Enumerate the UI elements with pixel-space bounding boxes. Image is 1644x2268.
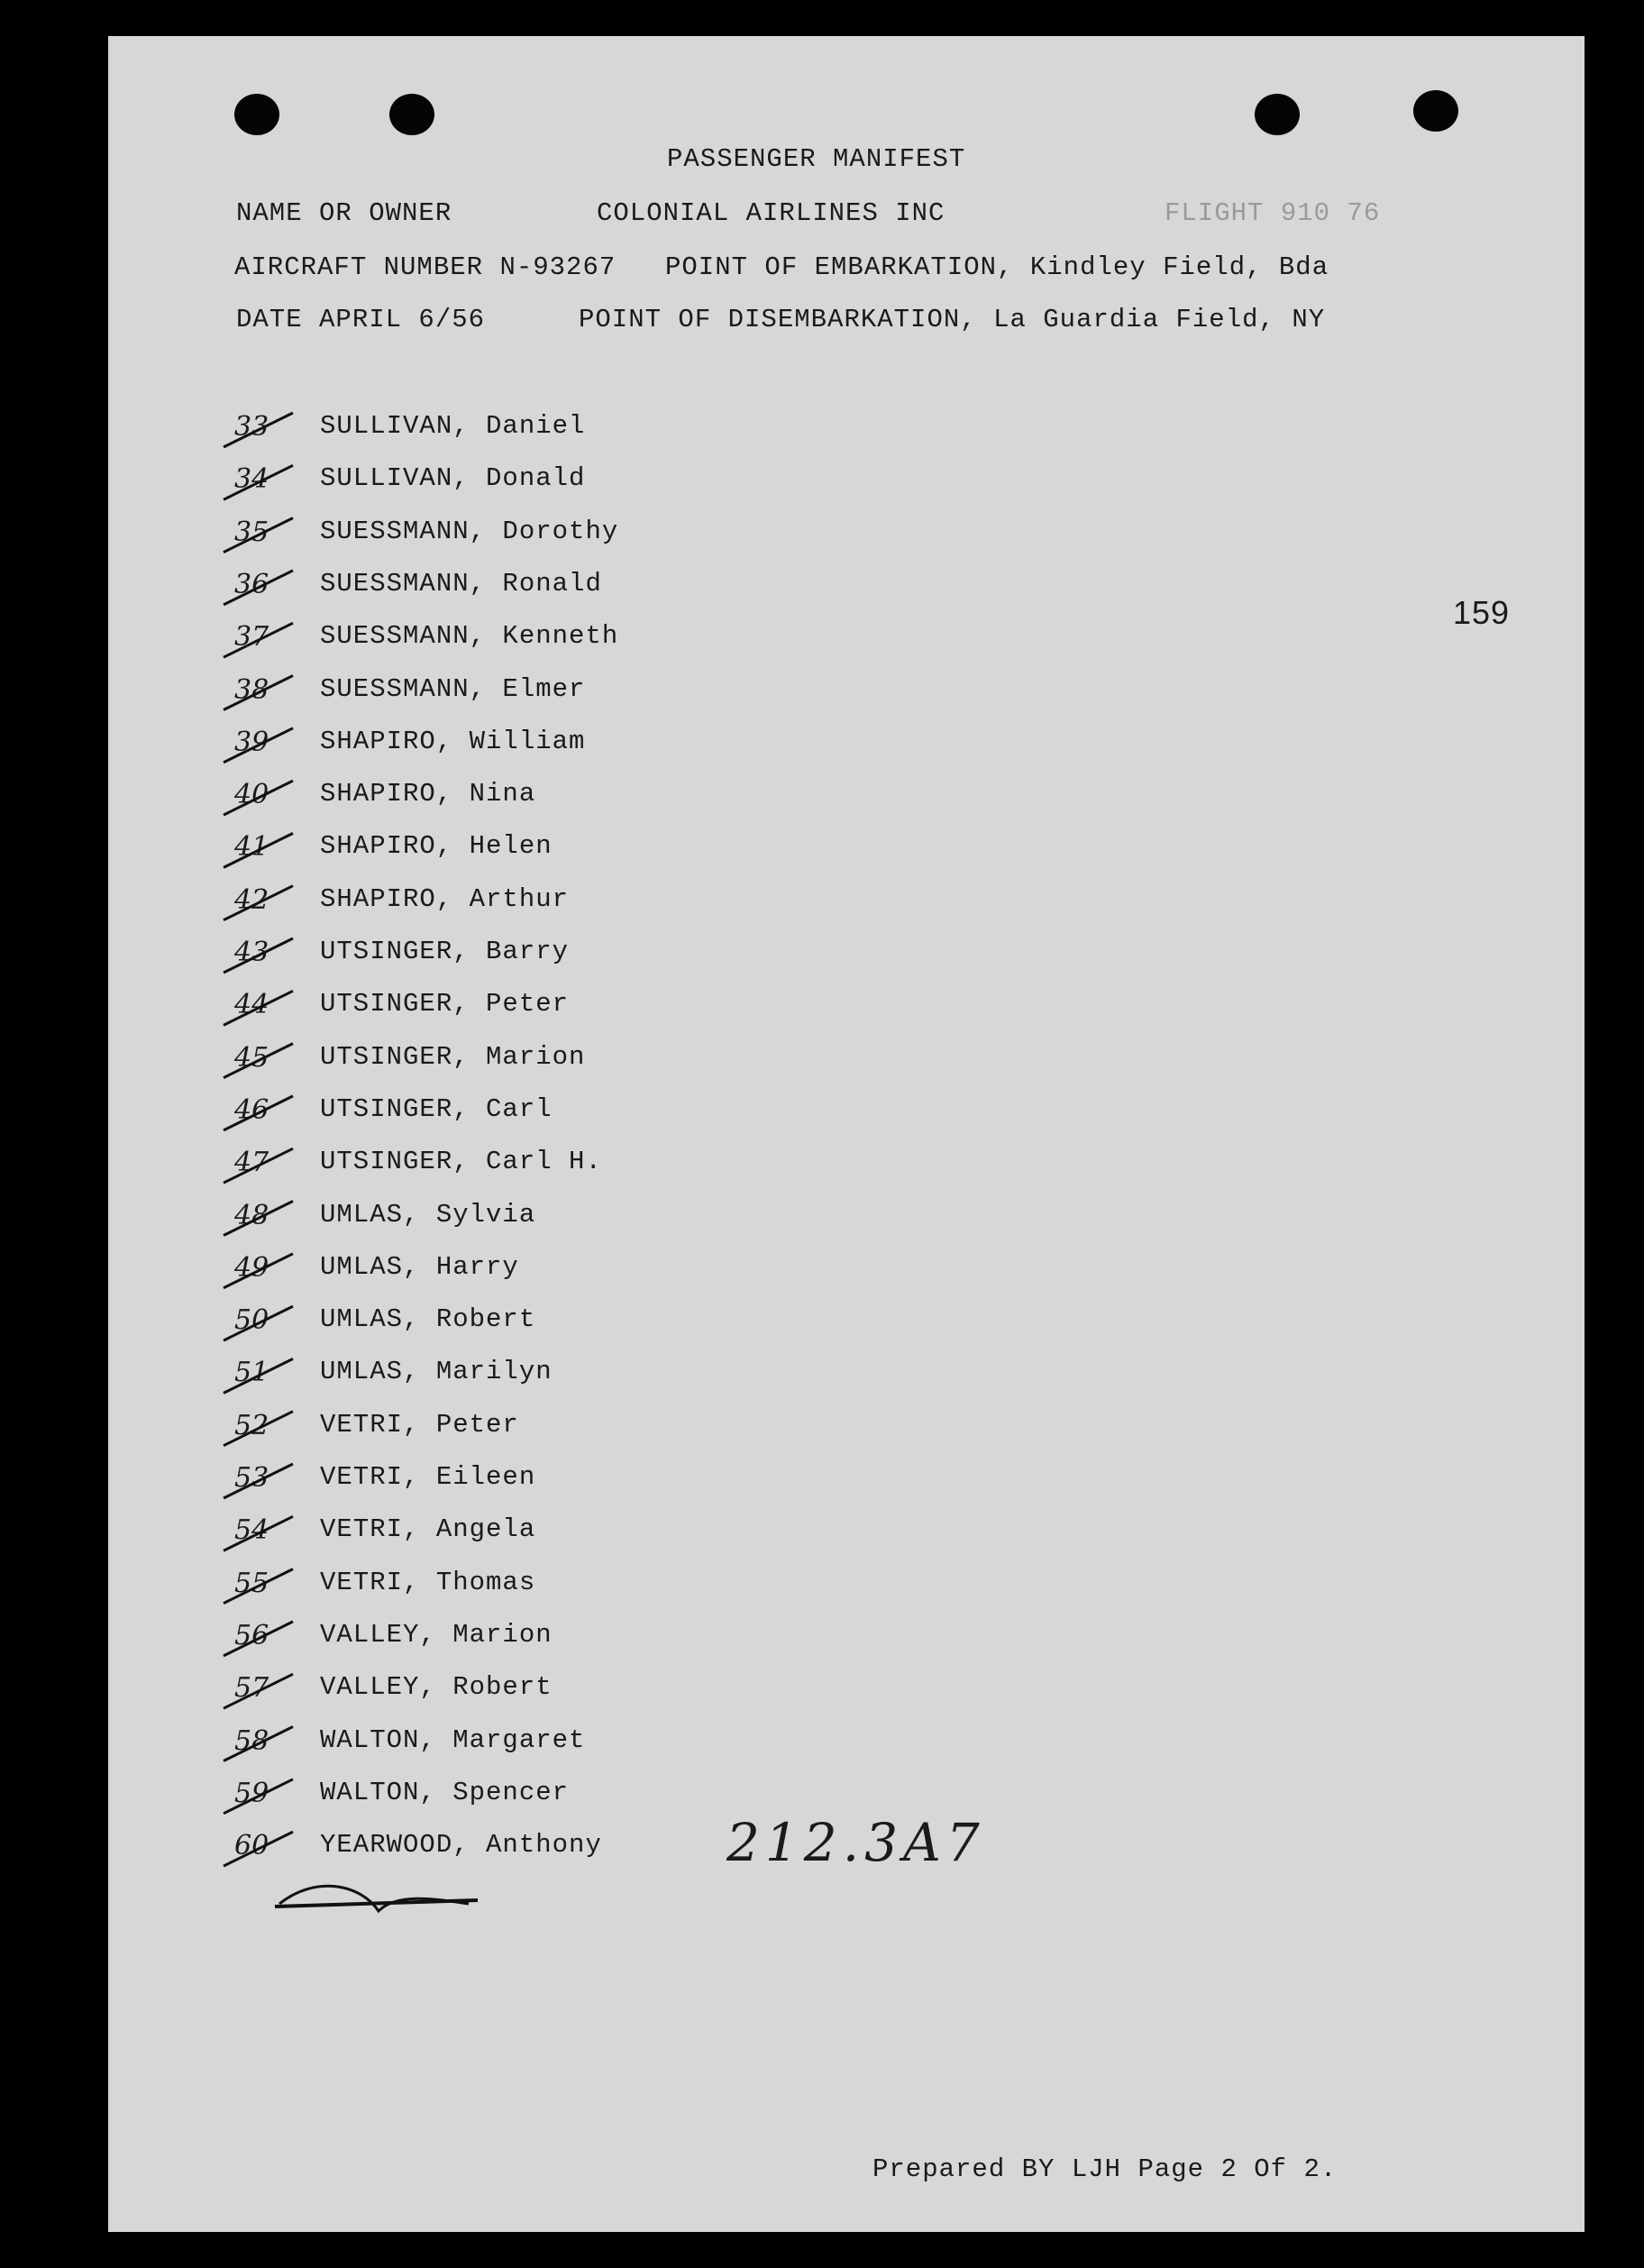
passenger-row [108,937,919,982]
passenger-row [108,1410,919,1455]
passenger-name: SHAPIRO, Arthur [320,883,570,914]
passenger-row [108,463,919,508]
passenger-row [108,411,919,456]
crossed-out-signature-icon [279,1886,469,1911]
punch-hole [1413,90,1458,132]
passenger-row [108,621,919,666]
passenger-row [108,727,919,772]
passenger-name: SUESSMANN, Dorothy [320,516,619,546]
passenger-row [108,1252,919,1297]
embarkation-point: POINT OF EMBARKATION, Kindley Field, Bda [665,252,1329,282]
passenger-row [108,831,919,876]
passenger-row [108,569,919,614]
manifest-sheet [108,36,1585,2232]
passenger-row [108,517,919,562]
seat-number: 41 [234,831,269,864]
seat-number: 49 [234,1251,269,1284]
seat-number: 37 [234,621,269,654]
seat-number: 47 [234,1147,269,1179]
passenger-row [108,989,919,1034]
seat-number: 33 [234,411,269,443]
seat-number: 39 [234,726,269,758]
passenger-name: VALLEY, Robert [320,1672,553,1703]
seat-number: 34 [234,463,269,496]
passenger-row [108,884,919,929]
passenger-name: UTSINGER, Carl [320,1093,553,1124]
passenger-name: WALTON, Margaret [320,1724,586,1755]
passenger-row [108,1200,919,1245]
seat-number: 56 [234,1619,269,1651]
passenger-row [108,1094,919,1139]
seat-number: 45 [234,1041,269,1074]
seat-number: 50 [234,1304,269,1337]
passenger-name: SHAPIRO, Nina [320,779,536,809]
seat-number: 59 [234,1777,269,1809]
seat-number: 42 [234,883,269,916]
passenger-name: SULLIVAN, Daniel [320,411,586,441]
passenger-name: VETRI, Eileen [320,1462,536,1492]
page-number: 159 [1453,594,1511,631]
disembarkation-point: POINT OF DISEMBARKATION, La Guardia Field, NY [579,305,1326,334]
passenger-row [108,1514,919,1559]
aircraft-number: AIRCRAFT NUMBER N-93267 [234,252,616,282]
seat-number: 53 [234,1462,269,1494]
passenger-name: VETRI, Peter [320,1409,519,1440]
passenger-name: VETRI, Thomas [320,1567,536,1597]
passenger-name: UTSINGER, Barry [320,937,570,966]
passenger-name: UMLAS, Robert [320,1304,536,1335]
flight-number: FLIGHT 910 76 [1164,198,1381,228]
seat-number: 57 [234,1672,269,1705]
passenger-row [108,1357,919,1402]
passenger-name: UMLAS, Harry [320,1251,519,1282]
passenger-name: UMLAS, Marilyn [320,1357,553,1387]
passenger-name: SUESSMANN, Elmer [320,673,586,704]
passenger-row [108,779,919,824]
handwritten-note: 212.3A7 [726,1812,985,1873]
owner-value: COLONIAL AIRLINES INC [597,198,945,228]
punch-hole [1255,94,1300,135]
seat-number: 44 [234,989,269,1021]
passenger-name: SHAPIRO, William [320,726,586,756]
seat-number: 54 [234,1514,269,1547]
passenger-name: UTSINGER, Marion [320,1041,586,1072]
seat-number: 51 [234,1357,269,1389]
seat-number: 48 [234,1199,269,1231]
seat-number: 52 [234,1409,269,1441]
seat-number: 43 [234,937,269,968]
passenger-name: SUESSMANN, Ronald [320,568,602,599]
passenger-name: UMLAS, Sylvia [320,1199,536,1230]
punch-hole [389,94,434,135]
seat-number: 55 [234,1567,269,1599]
manifest-date: DATE APRIL 6/56 [236,305,486,334]
passenger-row [108,1304,919,1349]
page-title: PASSENGER MANIFEST [667,144,966,174]
passenger-row [108,1725,919,1770]
passenger-name: UTSINGER, Peter [320,989,570,1020]
passenger-name: SULLIVAN, Donald [320,463,586,494]
passenger-row [108,1672,919,1717]
seat-number: 40 [234,779,269,811]
seat-number: 35 [234,516,269,548]
passenger-name: WALTON, Spencer [320,1777,570,1807]
owner-label: NAME OR OWNER [236,198,452,228]
passenger-row [108,674,919,719]
passenger-name: UTSINGER, Carl H. [320,1147,602,1177]
passenger-row [108,1462,919,1507]
seat-number: 58 [234,1724,269,1757]
passenger-row [108,1042,919,1087]
passenger-name: VETRI, Angela [320,1514,536,1545]
passenger-name: SHAPIRO, Helen [320,831,553,862]
passenger-row [108,1568,919,1613]
passenger-name: YEARWOOD, Anthony [320,1830,602,1861]
passenger-name: SUESSMANN, Kenneth [320,621,619,652]
footer-prepared-by: Prepared BY LJH Page 2 Of 2. [872,2154,1338,2184]
seat-number: 60 [234,1830,269,1862]
passenger-row [108,1147,919,1192]
punch-hole [234,94,279,135]
passenger-row [108,1620,919,1665]
seat-number: 38 [234,673,269,706]
passenger-name: VALLEY, Marion [320,1619,553,1650]
seat-number: 36 [234,568,269,600]
seat-number: 46 [234,1093,269,1126]
